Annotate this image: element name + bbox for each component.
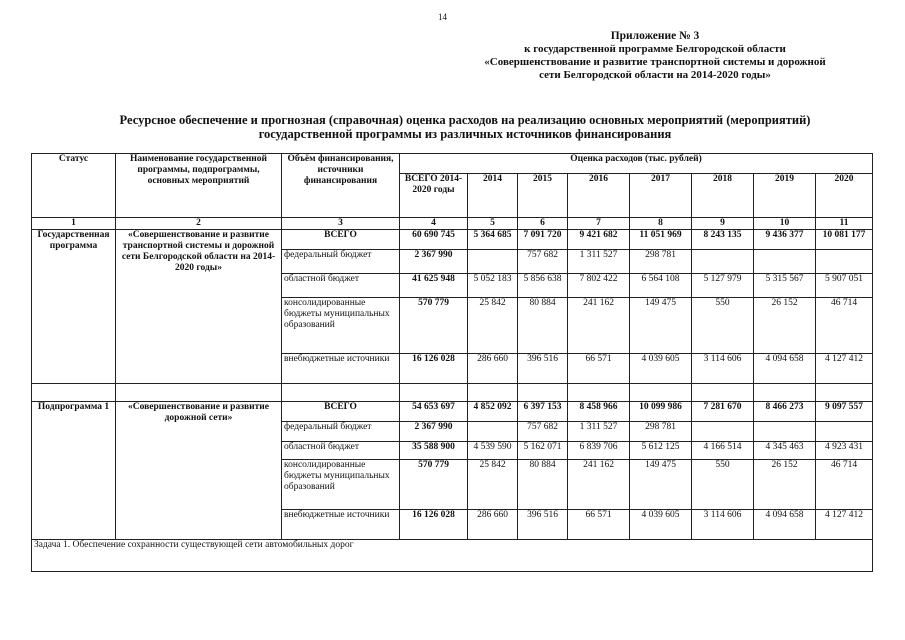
total-value: 41 625 948	[400, 274, 468, 298]
appendix-block	[420, 30, 890, 82]
year-value: 149 475	[630, 460, 692, 510]
year-value: 11 051 969	[630, 230, 692, 250]
year-value: 3 114 606	[692, 354, 754, 384]
heading-line-1: Ресурсное обеспечение и прогнозная (справочная) оценка расходов на реализацию основных мероприятий (мероприятий)	[119, 113, 811, 127]
year-value: 4 345 463	[754, 442, 816, 460]
source-label: ВСЕГО	[282, 230, 400, 250]
source-label: федеральный бюджет	[282, 422, 400, 442]
year-value: 66 571	[568, 354, 630, 384]
year-value: 149 475	[630, 298, 692, 354]
year-value: 5 315 567	[754, 274, 816, 298]
year-value: 26 152	[754, 460, 816, 510]
header-year: 2014	[468, 174, 518, 218]
year-value: 9 421 682	[568, 230, 630, 250]
column-number: 6	[518, 218, 568, 230]
total-value: 16 126 028	[400, 510, 468, 540]
year-value: 3 114 606	[692, 510, 754, 540]
year-value: 1 311 527	[568, 250, 630, 274]
year-value: 10 081 177	[816, 230, 873, 250]
year-value: 8 458 966	[568, 402, 630, 422]
source-label: областной бюджет	[282, 442, 400, 460]
year-value: 550	[692, 460, 754, 510]
year-value: 6 397 153	[518, 402, 568, 422]
year-value: 9 436 377	[754, 230, 816, 250]
column-number-row	[32, 218, 873, 230]
year-value: 550	[692, 298, 754, 354]
year-value	[692, 422, 754, 442]
year-value: 25 842	[468, 298, 518, 354]
year-value: 4 923 431	[816, 442, 873, 460]
year-value	[468, 250, 518, 274]
column-number: 1	[32, 218, 116, 230]
appendix-line-1: к государственной программе Белгородской области	[524, 43, 786, 55]
header-row-1	[32, 154, 873, 174]
column-number: 7	[568, 218, 630, 230]
year-value: 9 097 557	[816, 402, 873, 422]
header-year: 2016	[568, 174, 630, 218]
year-value: 298 781	[630, 250, 692, 274]
year-value: 5 364 685	[468, 230, 518, 250]
name-cell: «Совершенствование и развитие дорожной сети»	[116, 402, 282, 540]
source-label: внебюджетные источники	[282, 354, 400, 384]
total-value: 2 367 990	[400, 250, 468, 274]
total-value: 570 779	[400, 460, 468, 510]
source-label: федеральный бюджет	[282, 250, 400, 274]
year-value: 66 571	[568, 510, 630, 540]
year-value: 241 162	[568, 298, 630, 354]
task-row	[32, 540, 873, 572]
table-row	[32, 402, 873, 422]
header-year: 2015	[518, 174, 568, 218]
appendix-line-3: сети Белгородской области на 2014-2020 годы»	[539, 69, 771, 81]
status-cell: Подпрограмма 1	[32, 402, 116, 540]
column-number: 9	[692, 218, 754, 230]
year-value	[816, 422, 873, 442]
year-value: 7 091 720	[518, 230, 568, 250]
column-number: 8	[630, 218, 692, 230]
year-value: 5 162 071	[518, 442, 568, 460]
header-volume: Объём финансирования, источники финансирования	[282, 154, 400, 218]
source-label: ВСЕГО	[282, 402, 400, 422]
year-value: 5 127 979	[692, 274, 754, 298]
document-heading	[40, 113, 890, 141]
source-label: областной бюджет	[282, 274, 400, 298]
spacer-row	[32, 384, 873, 402]
year-value: 7 802 422	[568, 274, 630, 298]
year-value: 4 127 412	[816, 354, 873, 384]
year-value: 80 884	[518, 460, 568, 510]
column-number: 3	[282, 218, 400, 230]
year-value	[754, 250, 816, 274]
year-value: 757 682	[518, 250, 568, 274]
header-year: 2018	[692, 174, 754, 218]
year-value: 5 052 183	[468, 274, 518, 298]
year-value: 8 243 135	[692, 230, 754, 250]
status-cell: Государственная программа	[32, 230, 116, 384]
total-value: 16 126 028	[400, 354, 468, 384]
year-value: 4 127 412	[816, 510, 873, 540]
year-value: 6 564 108	[630, 274, 692, 298]
year-value: 8 466 273	[754, 402, 816, 422]
total-value: 570 779	[400, 298, 468, 354]
year-value: 396 516	[518, 354, 568, 384]
header-name: Наименование государственной программы, подпрограммы, основных мероприятий	[116, 154, 282, 218]
year-value: 286 660	[468, 354, 518, 384]
header-status: Статус	[32, 154, 116, 218]
column-number: 11	[816, 218, 873, 230]
year-value: 46 714	[816, 298, 873, 354]
year-value: 4 039 605	[630, 354, 692, 384]
year-value: 5 856 638	[518, 274, 568, 298]
year-value: 4 039 605	[630, 510, 692, 540]
year-value: 298 781	[630, 422, 692, 442]
table-row	[32, 230, 873, 250]
year-value: 757 682	[518, 422, 568, 442]
column-number: 5	[468, 218, 518, 230]
year-value: 4 166 514	[692, 442, 754, 460]
year-value: 7 281 670	[692, 402, 754, 422]
year-value: 80 884	[518, 298, 568, 354]
header-year: 2017	[630, 174, 692, 218]
resources-table	[31, 153, 873, 572]
column-number: 10	[754, 218, 816, 230]
header-estimate: Оценка расходов (тыс. рублей)	[400, 154, 873, 174]
year-value: 46 714	[816, 460, 873, 510]
task-1-title: Задача 1. Обеспечение сохранности существующей сети автомобильных дорог	[32, 540, 873, 572]
header-year: 2020	[816, 174, 873, 218]
page-number: 14	[438, 12, 447, 22]
year-value: 1 311 527	[568, 422, 630, 442]
year-value: 26 152	[754, 298, 816, 354]
year-value: 4 852 092	[468, 402, 518, 422]
year-value: 4 094 658	[754, 510, 816, 540]
header-year: 2019	[754, 174, 816, 218]
total-value: 35 588 900	[400, 442, 468, 460]
year-value: 241 162	[568, 460, 630, 510]
appendix-title: Приложение № 3	[610, 30, 700, 42]
year-value: 5 907 051	[816, 274, 873, 298]
year-value	[692, 250, 754, 274]
name-cell: «Совершенствование и развитие транспортной системы и дорожной сети Белгородской области на 2014-2020 годы»	[116, 230, 282, 384]
total-value: 2 367 990	[400, 422, 468, 442]
header-total: ВСЕГО 2014-2020 годы	[400, 174, 468, 218]
year-value	[816, 250, 873, 274]
heading-line-2: государственной программы из различных источников финансирования	[258, 127, 672, 141]
year-value: 25 842	[468, 460, 518, 510]
year-value: 4 539 590	[468, 442, 518, 460]
year-value: 396 516	[518, 510, 568, 540]
year-value: 4 094 658	[754, 354, 816, 384]
column-number: 4	[400, 218, 468, 230]
column-number: 2	[116, 218, 282, 230]
year-value: 10 099 986	[630, 402, 692, 422]
source-label: консолидированные бюджеты муниципальных образований	[282, 460, 400, 510]
year-value: 6 839 706	[568, 442, 630, 460]
total-value: 60 690 745	[400, 230, 468, 250]
appendix-line-2: «Совершенствование и развитие транспортной системы и дорожной	[484, 56, 826, 68]
total-value: 54 653 697	[400, 402, 468, 422]
year-value	[468, 422, 518, 442]
year-value: 286 660	[468, 510, 518, 540]
year-value: 5 612 125	[630, 442, 692, 460]
source-label: внебюджетные источники	[282, 510, 400, 540]
year-value	[754, 422, 816, 442]
source-label: консолидированные бюджеты муниципальных образований	[282, 298, 400, 354]
